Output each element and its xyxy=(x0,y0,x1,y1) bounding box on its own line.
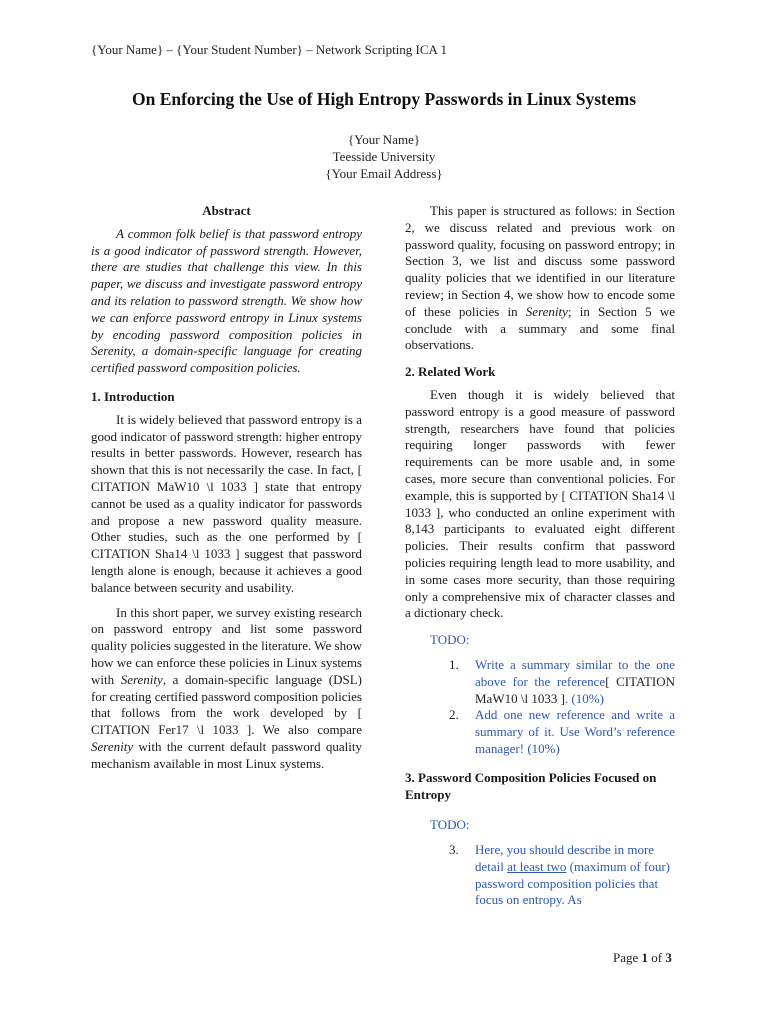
citation-field: [ CITATION MaW10 \l 1033 ] xyxy=(475,673,675,706)
intro-text: with the current default password quality mechanism available in most Linux systems. xyxy=(91,738,362,771)
running-header: {Your Name} – {Your Student Number} – Network Scripting ICA 1 xyxy=(91,42,447,57)
abstract-text: A common folk belief is that password entropy is a good indicator of password strength. However, there are studies that challenge this view. In this paper, we discuss and investigate password entropy and its relation to password strength. We show how we can enforce password entropy in Linux systems by encoding password composition policies in Serenity, a domain-specific language for creating certified password composition policies. xyxy=(91,225,362,376)
intro-text: It is widely believed that password entropy is a good indicator of password strength: higher entropy results in better passwords. However, research has shown that this is not necessarily the case. In fact, xyxy=(91,411,362,478)
list-number: 2. xyxy=(449,707,459,723)
page-number-footer xyxy=(613,950,672,966)
list-number: 1. xyxy=(449,656,459,672)
todo-text: (maximum of four) password composition policies that focus on entropy. As xyxy=(475,858,670,908)
paper-title: On Enforcing the Use of High Entropy Passwords in Linux Systems xyxy=(131,89,636,109)
related-text: Even though it is widely believed that password entropy is a good measure of password strength, researchers have found that policies requiring longer passwords with fewer requirements can be more usable and, in some cases, more secure than conventional policies. For example, this is supported by xyxy=(405,386,675,503)
author-name: {Your Name} xyxy=(347,131,421,147)
todo-list xyxy=(405,842,675,909)
title-block xyxy=(91,88,677,182)
structure-text: This paper is structured as follows: in Section 2, we discuss related and previous work on password quality, focusing on password entropy; in Section 3, we list and discuss some password quality policies that we identified in our literature review; in Section 4, we show how to encode some of these policies in xyxy=(405,203,675,319)
citation-field: [ CITATION Fer17 \l 1033 ] xyxy=(91,705,362,738)
todo-label: TODO: xyxy=(430,817,470,833)
author-affiliation: Teesside University xyxy=(332,148,436,164)
total-pages: 3 xyxy=(665,950,672,965)
serenity-term: Serenity xyxy=(91,738,134,754)
author-email: {Your Email Address} xyxy=(325,165,443,181)
todo-text: Here, you should describe in more detail xyxy=(475,842,655,874)
citation-field: [ CITATION Sha14 \l 1033 ] xyxy=(405,487,675,520)
introduction-paragraph-2 xyxy=(91,605,362,773)
citation-field: [ CITATION Sha14 \l 1033 ] xyxy=(91,529,362,562)
underlined-text: at least two xyxy=(507,858,567,874)
intro-text: , a domain-specific language (DSL) for creating certified password composition policies that follows from the work developed by xyxy=(91,671,362,721)
abstract-heading: Abstract xyxy=(202,203,251,218)
serenity-term: Serenity xyxy=(120,671,163,687)
structure-text: ; in Section 5 we conclude with a summary and some final observations. xyxy=(405,303,675,353)
todo-item xyxy=(405,842,675,909)
todo-item xyxy=(405,707,675,757)
introduction-paragraph-1 xyxy=(91,412,362,597)
list-number: 3. xyxy=(449,842,459,858)
structure-paragraph xyxy=(405,203,675,354)
todo-label: TODO: xyxy=(430,632,470,648)
todo-text: . (10%) xyxy=(564,690,604,706)
related-work-paragraph xyxy=(405,387,675,622)
todo-text: Write a summary similar to the one above for the reference xyxy=(475,656,675,689)
citation-field: [ CITATION MaW10 \l 1033 ] xyxy=(91,462,362,494)
introduction-heading: 1. Introduction xyxy=(91,388,175,404)
intro-text: state that entropy cannot be used as a quality indicator for passwords and propose a new password quality measure. Other studies, such as the one performed by xyxy=(91,478,363,545)
intro-text: . We also compare xyxy=(251,722,362,738)
intro-text: suggest that password length alone is enough, because it achieves a good balance between security and usability. xyxy=(91,546,362,595)
related-text: , who conducted an online experiment with 8,143 participants to evaluated eight different policies. Their results confirm that password policies requiring length lead to more usability, and in some cases more security, than those requiring only a comprehensive mix of character classes and a dictionary check. xyxy=(405,504,675,621)
left-column xyxy=(91,203,362,781)
serenity-term: Serenity xyxy=(525,303,568,319)
todo-text: Add one new reference and write a summary of it. Use Word’s reference manager! (10%) xyxy=(475,707,675,756)
right-column xyxy=(405,203,675,919)
intro-text: In this short paper, we survey existing research on password entropy and list some password quality policies suggested in the literature. We show how we can enforce these policies in Linux systems with xyxy=(91,604,362,687)
todo-list xyxy=(405,657,675,758)
of-word: of xyxy=(651,950,663,965)
todo-item xyxy=(405,657,675,707)
section-3-heading: 3. Password Composition Policies Focused on Entropy xyxy=(405,769,657,802)
related-work-heading: 2. Related Work xyxy=(405,364,496,380)
current-page: 1 xyxy=(641,950,649,965)
page-word: Page xyxy=(613,950,639,965)
